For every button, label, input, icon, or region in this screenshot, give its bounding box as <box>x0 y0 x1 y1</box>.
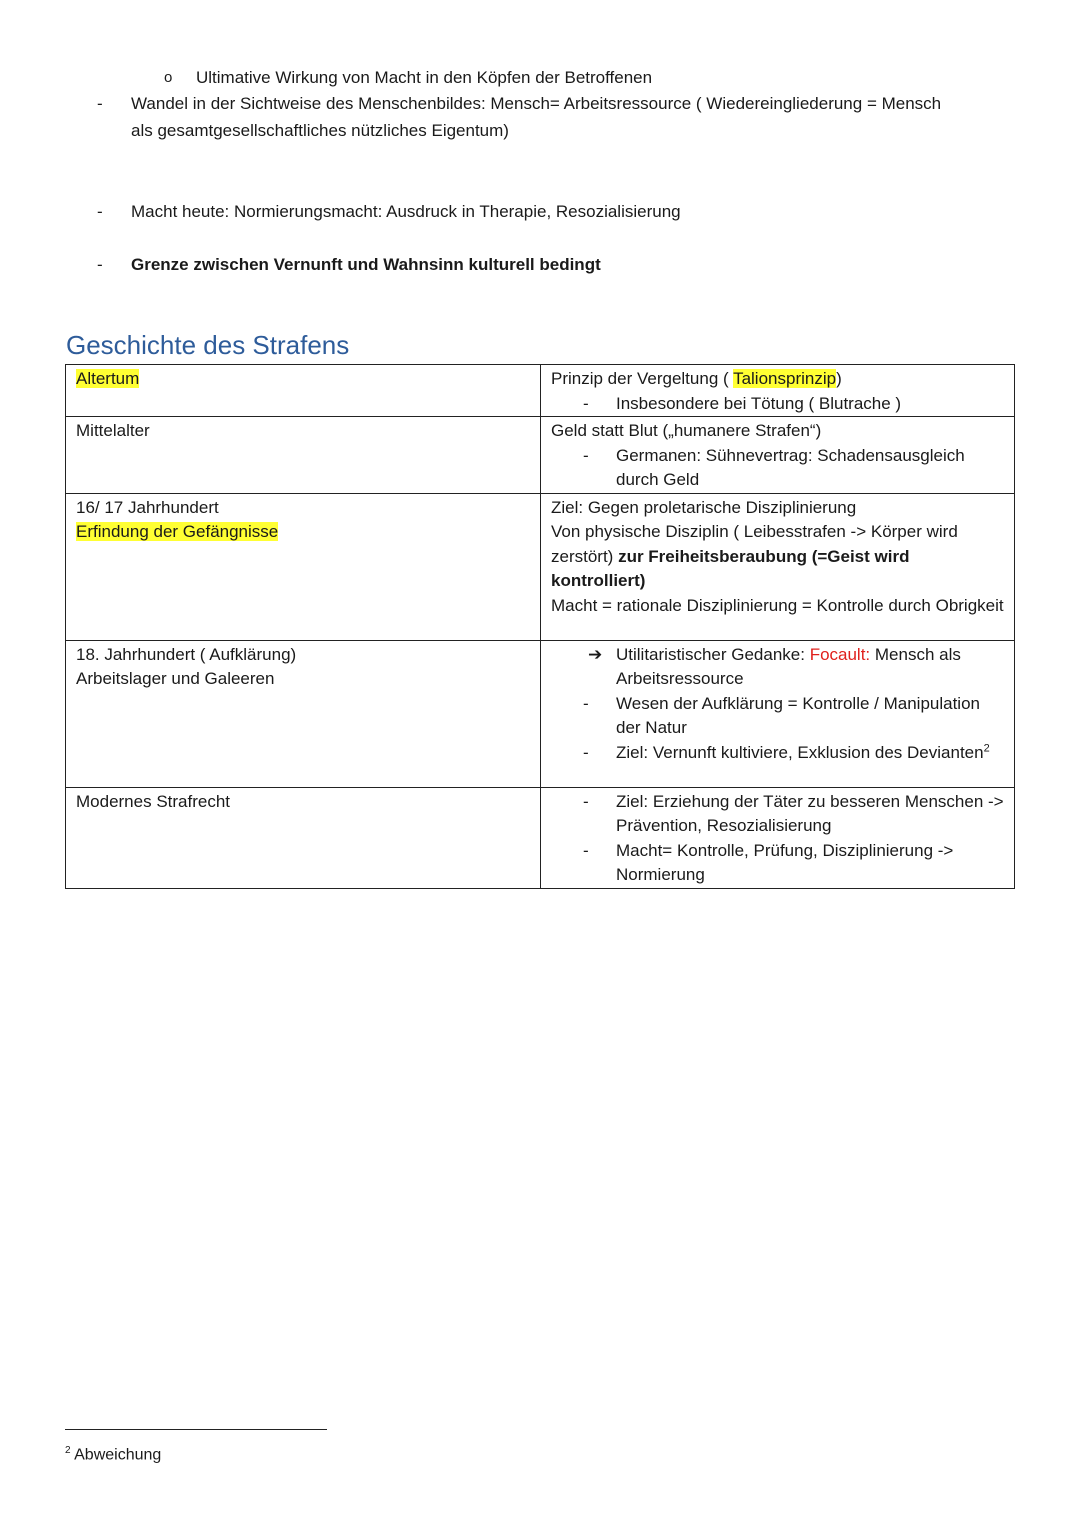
desc-line: Macht = rationale Disziplinierung = Kontrolle durch Obrigkeit <box>551 595 1004 615</box>
section-title: Geschichte des Strafens <box>66 330 350 360</box>
era-sublabel: Erfindung der Gefängnisse <box>76 522 279 541</box>
dash-bullet-icon: - <box>97 255 103 274</box>
desc-line: Ziel: Gegen proletarische Disziplinierung <box>551 497 857 517</box>
highlight-term: Talionsprinzip <box>733 369 837 388</box>
history-table <box>65 364 1015 889</box>
row-era-cell <box>66 493 541 640</box>
bullet-item-1-line2: als gesamtgesellschaftliches nützliches Eigentum) <box>131 121 509 140</box>
dash-bullet-icon: - <box>97 202 103 221</box>
dash-bullet-icon: - <box>583 742 589 762</box>
sub-item: - Germanen: Sühnevertrag: Schadensausgleich durch Geld <box>583 445 965 489</box>
desc-line: Prinzip der Vergeltung ( Talionsprinzip) <box>551 369 842 388</box>
row-desc-cell <box>541 365 1015 417</box>
footnote <box>65 1440 161 1466</box>
row-desc-cell <box>541 493 1015 640</box>
dash-bullet-icon: - <box>583 840 589 860</box>
sub-item: - Wesen der Aufklärung = Kontrolle / Manipulation der Natur <box>583 693 980 737</box>
bullet-item-2-text: Macht heute: Normierungsmacht: Ausdruck in Therapie, Resozialisierung <box>131 202 681 221</box>
row-desc-cell <box>541 417 1015 494</box>
row-desc-cell <box>541 787 1015 888</box>
dash-bullet-icon: - <box>583 791 589 811</box>
row-era-cell <box>66 417 541 494</box>
table-row <box>66 787 1015 888</box>
era-sublabel: Arbeitslager und Galeeren <box>76 669 275 688</box>
sub-item: - Ziel: Erziehung der Täter zu besseren Menschen -> Prävention, Resozialisierung <box>583 791 1004 835</box>
era-label: Altertum <box>76 369 140 388</box>
footnote-text: Abweichung <box>74 1446 162 1464</box>
era-label: Modernes Strafrecht <box>76 791 231 811</box>
circle-bullet-icon: o <box>164 69 173 86</box>
dash-bullet-icon: - <box>583 445 589 465</box>
row-era-cell <box>66 787 541 888</box>
sub-item: - Insbesondere bei Tötung ( Blutrache ) <box>551 392 1005 417</box>
dash-bullet-icon: - <box>583 693 589 713</box>
table-row <box>66 365 1015 417</box>
arrow-item: ➔ Utilitaristischer Gedanke: Focault: Mensch als Arbeitsressource <box>588 644 961 688</box>
dash-bullet-icon: - <box>97 94 103 113</box>
arrow-right-icon: ➔ <box>588 644 603 664</box>
footnote-number: 2 <box>65 1445 71 1456</box>
desc-line: Von physische Disziplin ( Leibesstrafen -> Körper wird zerstört) zur Freiheitsberaubung (=Geist wird kontrolliert) <box>551 522 958 590</box>
footnote-ref: 2 <box>983 741 990 754</box>
era-label: 18. Jahrhundert ( Aufklärung) <box>76 644 297 664</box>
table-row <box>66 493 1015 640</box>
author-name: Focault: <box>809 644 871 664</box>
row-desc-cell <box>541 640 1015 787</box>
table-row <box>66 417 1015 494</box>
row-era-cell <box>66 640 541 787</box>
sub-item: - Ziel: Vernunft kultiviere, Exklusion des Devianten$^2$ <box>551 741 1005 766</box>
bullet-item-3-text: Grenze zwischen Vernunft und Wahnsinn kulturell bedingt <box>131 255 601 274</box>
row-era-cell <box>66 365 541 417</box>
desc-line: Geld statt Blut („humanere Strafen“) <box>551 421 822 440</box>
sub-item: - Macht= Kontrolle, Prüfung, Disziplinierung -> Normierung <box>583 840 954 884</box>
circle-item-text: Ultimative Wirkung von Macht in den Köpfen der Betroffenen <box>196 68 653 87</box>
table-row <box>66 640 1015 787</box>
footnote-separator <box>65 1429 327 1430</box>
bullet-item-1-line1: Wandel in der Sichtweise des Menschenbildes: Mensch= Arbeitsressource ( Wiedereingliederung = Mensch <box>131 94 942 113</box>
era-label: 16/ 17 Jahrhundert <box>76 497 219 517</box>
dash-bullet-icon: - <box>583 393 589 413</box>
era-label: Mittelalter <box>76 421 150 440</box>
